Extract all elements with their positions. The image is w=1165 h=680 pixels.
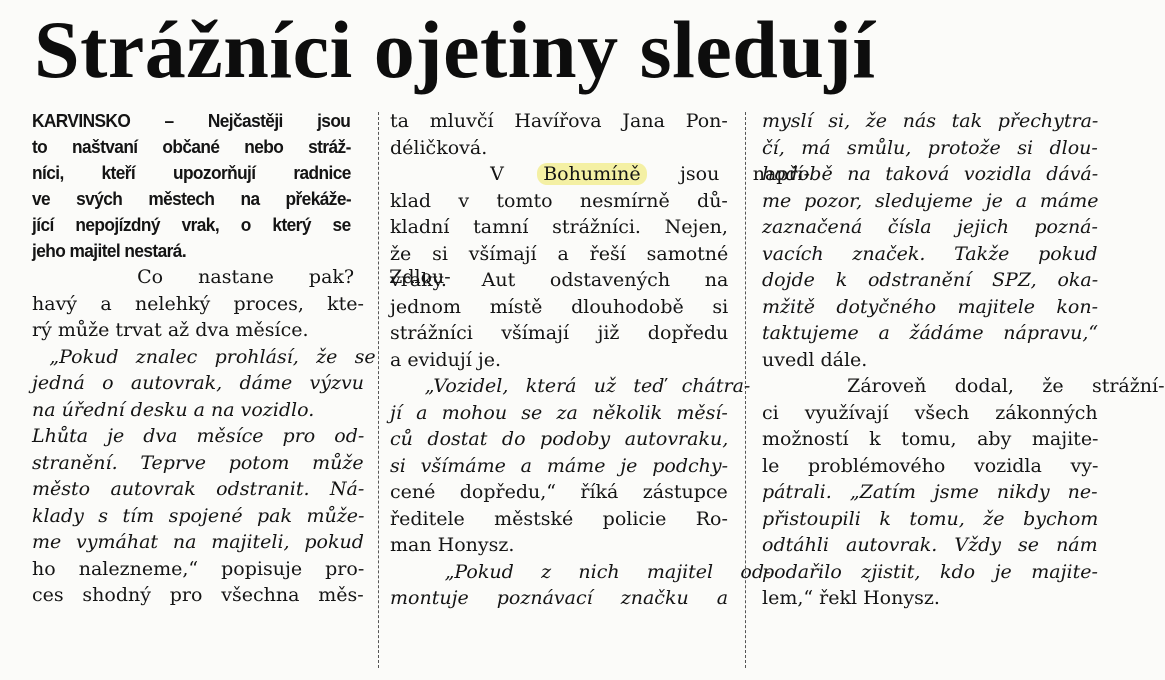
text-line: podařilo zjistit, kdo je majite- (762, 560, 1098, 583)
headline: Strážníci ojetiny sledují (34, 4, 876, 95)
text-line: jedná o autovrak, dáme výzvu (32, 372, 364, 394)
text-line: stranění. Teprve potom může (32, 451, 364, 474)
text-line: man Honysz. (390, 534, 515, 556)
text-line: dojde k odstranění SPZ, oka- (762, 269, 1099, 291)
text-line: „Pokud z nich majitel od- (390, 560, 771, 583)
text-line: strážníci všímají již dopředu (390, 322, 729, 344)
text-line: možností k tomu, aby majite- (762, 428, 1099, 450)
text-line: ci využívají všech zákonných (762, 401, 1098, 424)
text-line: ců dostat do podoby autovraku, (390, 428, 729, 450)
text-line: Zároveň dodal, že strážní- (762, 375, 1165, 397)
text-line: le problémového vozidla vy- (762, 454, 1099, 477)
text-line: „Pokud znalec prohlásí, že se (32, 345, 376, 368)
text-line: a evidují je. (390, 348, 502, 371)
text-line: ředitele městské policie Ro- (390, 507, 728, 530)
text-line: „Vozidel, která už teď chátra- (390, 375, 751, 397)
text-line: klad v tomto nesmírně dů- (390, 189, 728, 212)
text-line: V Bohumíně jsou napří- (390, 163, 811, 185)
text-line: jí a mohou se za několik měsí- (390, 401, 728, 424)
text-line: cené dopředu,“ říká zástupce (390, 481, 728, 503)
text-line: hodobě na taková vozidla dává- (762, 163, 1099, 185)
text-line: uvedl dále. (762, 348, 868, 371)
article-column-2 (390, 108, 811, 612)
text-line: Lhůta je dva měsíce pro od- (32, 425, 365, 447)
text-line: přistoupili k tomu, že bychom (762, 507, 1099, 530)
text-line: ces shodný pro všechna měs- (32, 584, 364, 606)
text-line: ta mluvčí Havířova Jana Pon- (390, 110, 728, 132)
lead-paragraph-line: jící nepojízdný vrak, o který se (32, 215, 351, 235)
lead-paragraph-line: to naštvaní občané nebo stráž- (32, 137, 351, 157)
highlighted-word: Bohumíně (537, 163, 646, 185)
text-line: kladní tamní strážníci. Nejen, (390, 216, 728, 238)
text-line: havý a nelehký proces, kte- (32, 292, 364, 315)
lead-paragraph-line: níci, kteří upozorňují radnice (32, 163, 351, 183)
text-line: zaznačená čísla jejich pozná- (762, 216, 1098, 238)
text-line: čí, má smůlu, protože si dlou- (762, 136, 1098, 159)
lead-paragraph-line: jeho majitel nestará. (32, 241, 187, 261)
text-line: si všímáme a máme je podchy- (390, 454, 729, 477)
text-line: taktujeme a žádáme nápravu,“ (762, 322, 1099, 344)
text-line: lem,“ řekl Honysz. (762, 587, 940, 609)
text-line: me vymáhat na majiteli, pokud (32, 531, 364, 553)
text-line: pátrali. „Zatím jsme nikdy ne- (762, 481, 1098, 503)
text-line: mžitě dotyčného majitele kon- (762, 295, 1098, 318)
lead-paragraph-line: KARVINSKO – Nejčastěji jsou (32, 111, 351, 131)
text-line: město autovrak odstranit. Ná- (32, 478, 365, 500)
text-line: rý může trvat až dva měsíce. (32, 319, 309, 341)
text-line: vraky. Aut odstavených na (390, 269, 729, 291)
text-line: odtáhli autovrak. Vždy se nám (762, 534, 1098, 556)
text-line: myslí si, že nás tak přechytra- (762, 110, 1099, 132)
text-line: Co nastane pak? Zdlou- (32, 266, 451, 288)
text-line: klady s tím spojené pak může- (32, 504, 365, 527)
text-line: déličková. (390, 136, 488, 159)
text-line: ho nalezneme,“ popisuje pro- (32, 557, 365, 580)
article-column-3 (762, 108, 1165, 612)
column-divider (378, 112, 379, 668)
text-line: vacích značek. Takže pokud (762, 242, 1098, 265)
text-line: že si všímají a řeší samotné (390, 242, 729, 265)
text-line: montuje poznávací značku a (390, 587, 729, 609)
text-line: jednom místě dlouhodobě si (390, 295, 729, 318)
lead-paragraph-line: ve svých městech na překáže- (32, 189, 352, 209)
text-line: na úřední desku a na vozidlo. (32, 398, 315, 421)
text-line: me pozor, sledujeme je a máme (762, 189, 1099, 212)
